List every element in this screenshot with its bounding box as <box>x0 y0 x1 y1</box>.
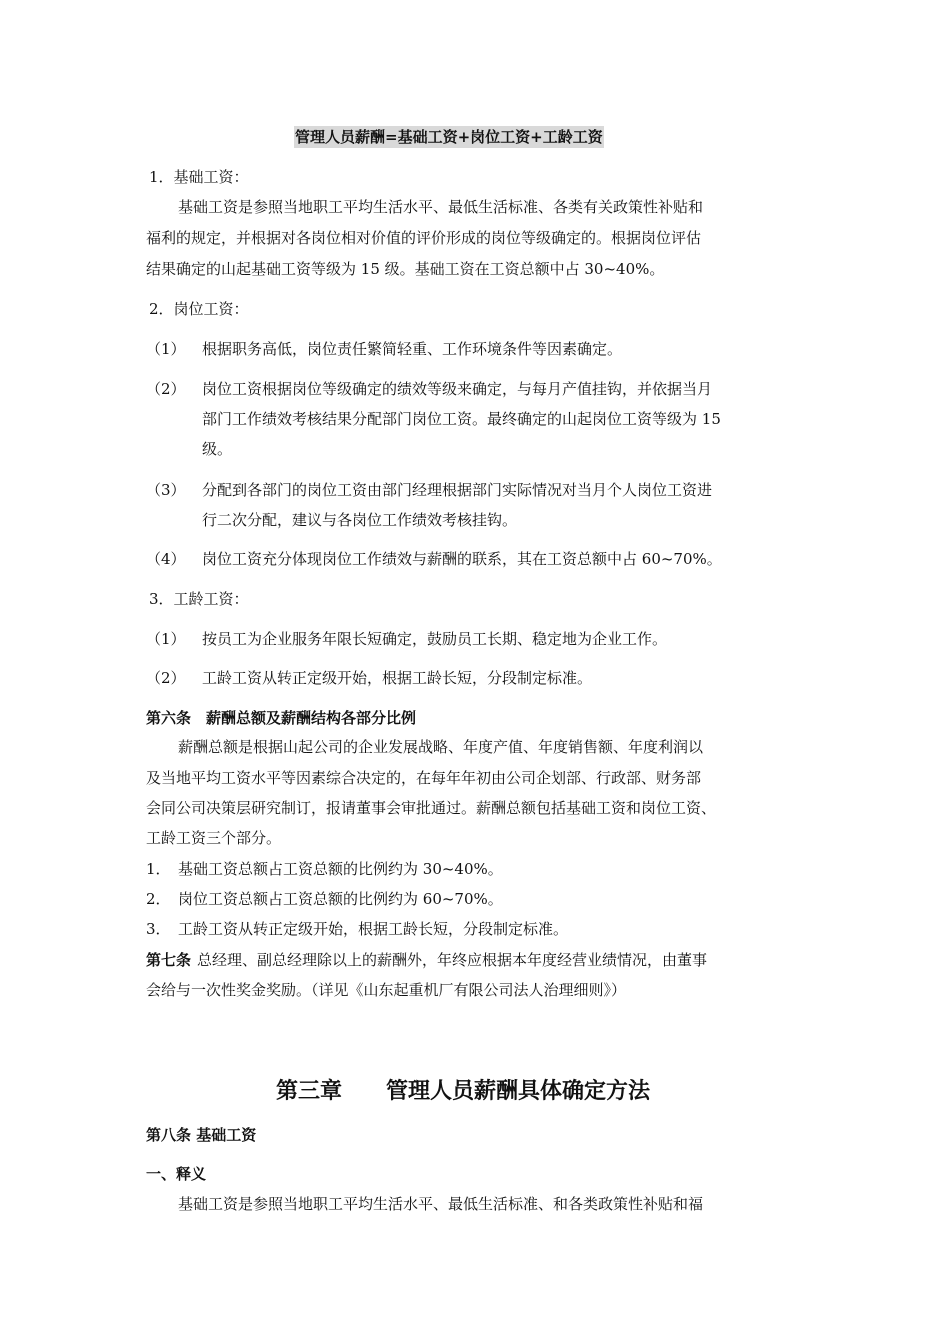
section3-heading: 3．工龄工资： <box>149 590 249 608</box>
section1-heading: 1．基础工资： <box>149 168 249 186</box>
article6-list-number: 2． <box>146 890 171 908</box>
article7-paragraph <box>146 949 707 971</box>
article7-line: 总经理、副总经理除以上的薪酬外，年终应根据本年度经营业绩情况，由董事 <box>197 951 708 969</box>
article8-heading: 第八条 基础工资 <box>146 1126 257 1144</box>
article7-line: 会给与一次性奖金奖励。（详见《山东起重机厂有限公司法人治理细则》） <box>146 981 627 999</box>
list-item-text: 岗位工资充分体现岗位工作绩效与薪酬的联系，其在工资总额中占 60~70%。 <box>202 550 722 568</box>
list-item-text: 行二次分配，建议与各岗位工作绩效考核挂钩。 <box>202 511 518 529</box>
list-item-text: 分配到各部门的岗位工资由部门经理根据部门实际情况对当月个人岗位工资进 <box>202 481 713 499</box>
list-number: （3） <box>146 481 186 499</box>
article8-line: 基础工资是参照当地职工平均生活水平、最低生活标准、和各类政策性补贴和福 <box>178 1195 704 1213</box>
chapter-title: 管理人员薪酬具体确定方法 <box>386 1078 651 1104</box>
list-item-text: 工龄工资从转正定级开始，根据工龄长短，分段制定标准。 <box>202 669 593 687</box>
section2-heading: 2．岗位工资： <box>149 300 249 318</box>
article6-line: 工龄工资三个部分。 <box>146 829 282 847</box>
article6-list-text: 基础工资总额占工资总额的比例约为 30~40%。 <box>178 860 503 878</box>
article6-heading: 第六条 薪酬总额及薪酬结构各部分比例 <box>146 709 417 727</box>
article6-line: 及当地平均工资水平等因素综合决定的，在每年年初由公司企划部、行政部、财务部 <box>146 769 702 787</box>
article6-list-text: 工龄工资从转正定级开始，根据工龄长短，分段制定标准。 <box>178 920 569 938</box>
list-item-text: 根据职务高低，岗位责任繁简轻重、工作环境条件等因素确定。 <box>202 340 623 358</box>
section1-line: 福利的规定，并根据对各岗位相对价值的评价形成的岗位等级确定的。根据岗位评估 <box>146 229 702 247</box>
list-item-text: 部门工作绩效考核结果分配部门岗位工资。最终确定的山起岗位工资等级为 15 <box>202 410 721 428</box>
section1-line: 基础工资是参照当地职工平均生活水平、最低生活标准、各类有关政策性补贴和 <box>178 198 704 216</box>
list-item-text: 按员工为企业服务年限长短确定，鼓励员工长期、稳定地为企业工作。 <box>202 630 668 648</box>
article6-list-text: 岗位工资总额占工资总额的比例约为 60~70%。 <box>178 890 503 908</box>
list-number: （1） <box>146 630 186 648</box>
article6-list-number: 1． <box>146 860 171 878</box>
article7-label: 第七条 <box>146 951 192 969</box>
article6-line: 会同公司决策层研究制订，报请董事会审批通过。薪酬总额包括基础工资和岗位工资、 <box>146 799 717 817</box>
list-number: （4） <box>146 550 186 568</box>
article8-subheading: 一、释义 <box>146 1165 207 1183</box>
section1-line: 结果确定的山起基础工资等级为 15 级。基础工资在工资总额中占 30~40%。 <box>146 260 665 278</box>
list-item-text: 级。 <box>202 440 233 458</box>
list-number: （2） <box>146 669 186 687</box>
list-number: （1） <box>146 340 186 358</box>
chapter-heading <box>276 1076 650 1106</box>
formula-title: 管理人员薪酬=基础工资+岗位工资+工龄工资 <box>295 128 603 146</box>
article6-line: 薪酬总额是根据山起公司的企业发展战略、年度产值、年度销售额、年度利润以 <box>178 738 704 756</box>
list-number: （2） <box>146 380 186 398</box>
list-item-text: 岗位工资根据岗位等级确定的绩效等级来确定，与每月产值挂钩，并依据当月 <box>202 380 713 398</box>
article6-list-number: 3． <box>146 920 171 938</box>
chapter-number: 第三章 <box>276 1078 343 1104</box>
